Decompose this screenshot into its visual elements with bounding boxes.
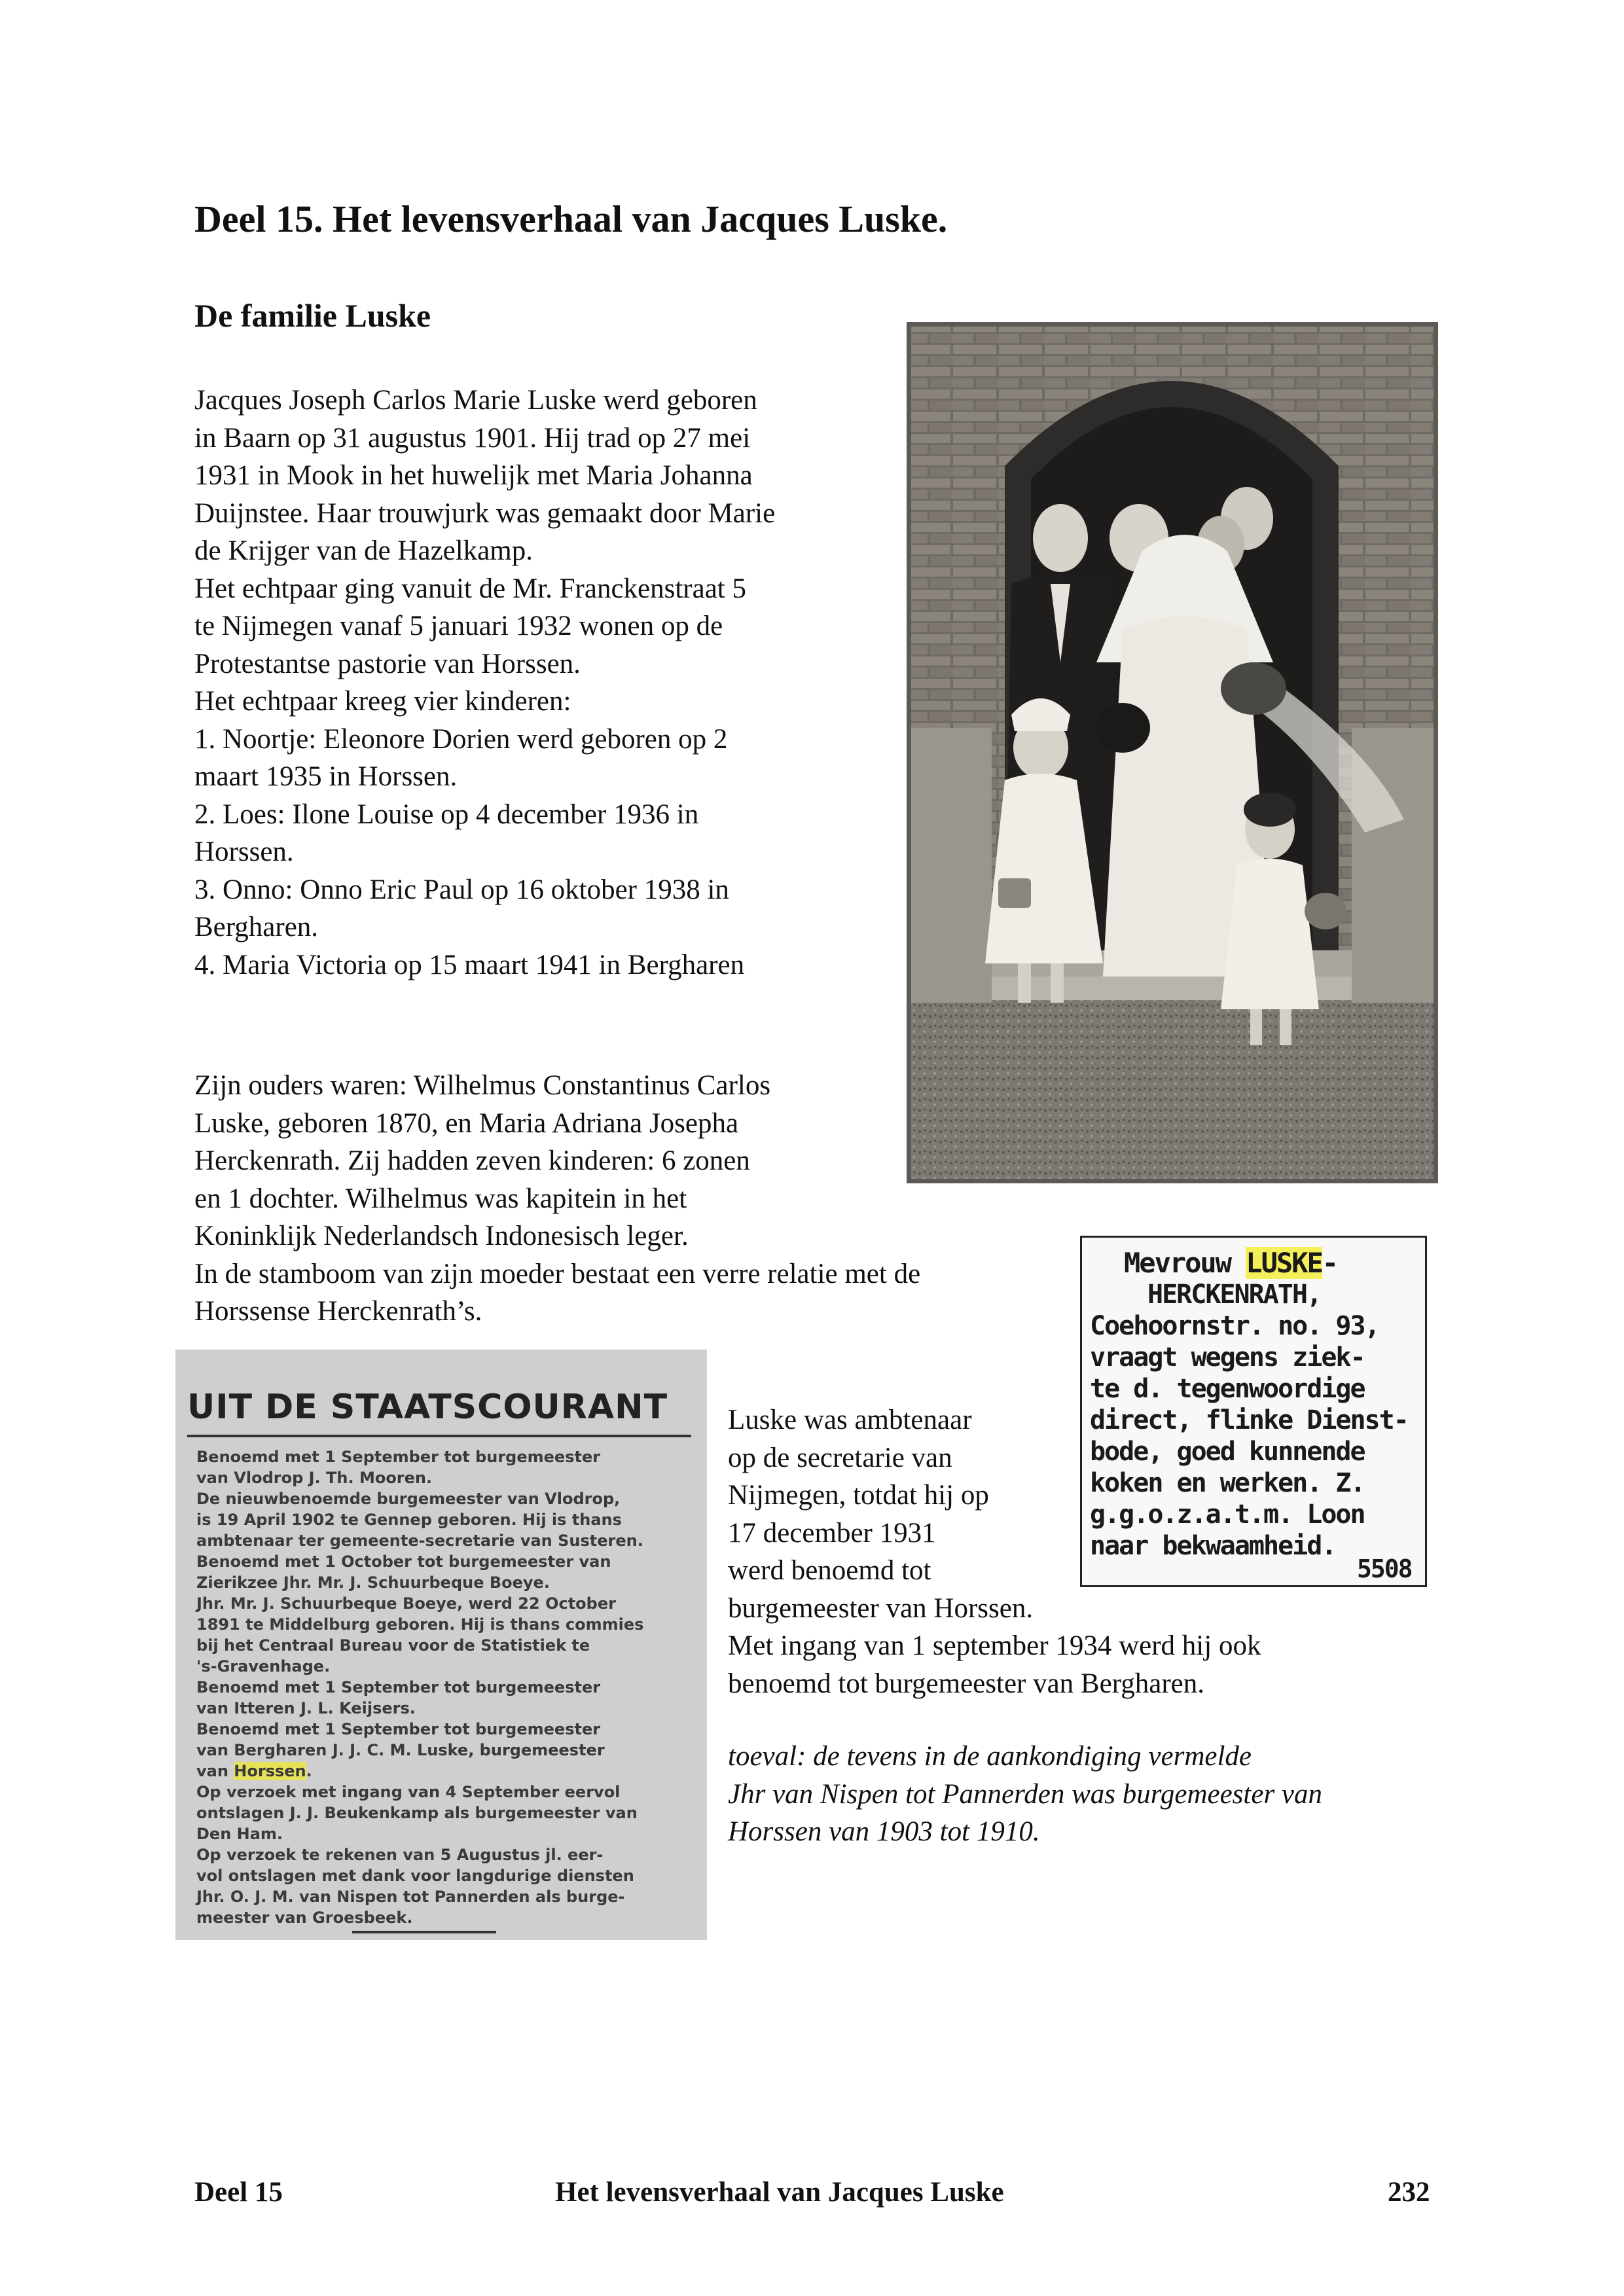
paragraph-line: Herckenrath. Zij hadden zeven kinderen: 6 zonen bbox=[194, 1145, 750, 1176]
paragraph-line: Koninklijk Nederlandsch Indonesisch leger. bbox=[194, 1221, 689, 1251]
paragraph-line: Bergharen. bbox=[194, 912, 319, 942]
clipping-line: 1891 te Middelburg geboren. Hij is thans commies bbox=[196, 1615, 644, 1634]
footer-center: Het levensverhaal van Jacques Luske bbox=[555, 2177, 1004, 2208]
clipping-line: Op verzoek te rekenen van 5 Augustus jl. eer- bbox=[196, 1846, 604, 1864]
paragraph-line: Jacques Joseph Carlos Marie Luske werd geboren bbox=[194, 385, 757, 416]
clipping-line: ambtenaar ter gemeente-secretarie van Susteren. bbox=[196, 1532, 643, 1550]
advert-line: vraagt wegens ziek- bbox=[1090, 1342, 1365, 1372]
paragraph-line: 1931 in Mook in het huwelijk met Maria Johanna bbox=[194, 460, 753, 491]
clipping-line: van Vlodrop J. Th. Mooren. bbox=[196, 1469, 433, 1487]
paragraph-line: Horssense Herckenrath’s. bbox=[194, 1296, 482, 1327]
paragraph-line: 3. Onno: Onno Eric Paul op 16 oktober 1938 in bbox=[194, 874, 729, 905]
clipping-line: Benoemd met 1 September tot burgemeester bbox=[196, 1678, 601, 1696]
wedding-photo bbox=[907, 322, 1438, 1183]
advert-line: Coehoornstr. no. 93, bbox=[1090, 1311, 1379, 1341]
paragraph-line: Horssen. bbox=[194, 836, 294, 867]
page-number: 232 bbox=[1388, 2177, 1430, 2208]
paragraph-line: de Krijger van de Hazelkamp. bbox=[194, 535, 533, 566]
advert-line: Mevrouw LUSKE- bbox=[1124, 1247, 1338, 1279]
paragraph-line: 17 december 1931 bbox=[728, 1517, 936, 1549]
clipping-line: Benoemd met 1 September tot burgemeester bbox=[196, 1448, 601, 1466]
paragraph-line: Het echtpaar ging vanuit de Mr. Franckenstraat 5 bbox=[194, 573, 746, 604]
paragraph-line: te Nijmegen vanaf 5 januari 1932 wonen op de bbox=[194, 611, 723, 641]
paragraph-line: 4. Maria Victoria op 15 maart 1941 in Bergharen bbox=[194, 949, 745, 980]
clipping-line: Benoemd met 1 October tot burgemeester van bbox=[196, 1552, 611, 1571]
clipping-line: Jhr. Mr. J. Schuurbeque Boeye, werd 22 October bbox=[196, 1594, 616, 1613]
paragraph-line: Het echtpaar kreeg vier kinderen: bbox=[194, 686, 571, 717]
paragraph-line: Jhr van Nispen tot Pannerden was burgemeester van bbox=[728, 1778, 1323, 1810]
family-paragraph bbox=[194, 382, 775, 984]
advert-number: 5508 bbox=[1357, 1554, 1412, 1583]
clipping-line: Benoemd met 1 September tot burgemeester bbox=[196, 1720, 601, 1738]
clipping-line: ontslagen J. J. Beukenkamp als burgemeester van bbox=[196, 1804, 638, 1822]
page-title: Deel 15. Het levensverhaal van Jacques Luske. bbox=[194, 198, 948, 240]
paragraph-line: in Baarn op 31 augustus 1901. Hij trad op 27 mei bbox=[194, 422, 751, 454]
clipping-line: Den Ham. bbox=[196, 1825, 283, 1843]
clipping-line: Zierikzee Jhr. Mr. J. Schuurbeque Boeye. bbox=[196, 1573, 550, 1592]
clipping-line: vol ontslagen met dank voor langdurige diensten bbox=[196, 1867, 634, 1885]
paragraph-line: burgemeester van Horssen. bbox=[728, 1592, 1034, 1624]
paragraph-line: toeval: de tevens in de aankondiging vermelde bbox=[728, 1741, 1252, 1772]
paragraph-line: Horssen van 1903 tot 1910. bbox=[728, 1816, 1040, 1847]
clipping-line: Op verzoek met ingang van 4 September eervol bbox=[196, 1783, 621, 1801]
paragraph-line: 1. Noortje: Eleonore Dorien werd geboren op 2 bbox=[194, 723, 728, 755]
footer-left: Deel 15 bbox=[194, 2177, 283, 2208]
clipping-line: is 19 April 1902 te Gennep geboren. Hij is thans bbox=[196, 1511, 622, 1529]
wedding-photo-illustration bbox=[907, 322, 1438, 1183]
advert-line: g.g.o.z.a.t.m. Loon bbox=[1090, 1499, 1365, 1530]
paragraph-line: en 1 dochter. Wilhelmus was kapitein in het bbox=[194, 1183, 687, 1214]
paragraph-line: Protestantse pastorie van Horssen. bbox=[194, 648, 581, 679]
paragraph-line: maart 1935 in Horssen. bbox=[194, 761, 458, 792]
advert-line: te d. tegenwoordige bbox=[1090, 1374, 1365, 1404]
paragraph-line: benoemd tot burgemeester van Bergharen. bbox=[728, 1668, 1204, 1699]
paragraph-line: In de stamboom van zijn moeder bestaat een verre relatie met de bbox=[194, 1258, 921, 1289]
paragraph-line: Zijn ouders waren: Wilhelmus Constantinus Carlos bbox=[194, 1070, 771, 1101]
advert-line: bode, goed kunnende bbox=[1090, 1437, 1365, 1467]
staatscourant-clipping bbox=[175, 1350, 707, 1940]
clipping-line: van Itteren J. L. Keijsers. bbox=[196, 1699, 416, 1717]
advert-line: naar bekwaamheid. bbox=[1090, 1531, 1336, 1561]
paragraph-line: werd benoemd tot bbox=[728, 1555, 931, 1586]
advert-line: koken en werken. Z. bbox=[1090, 1468, 1365, 1498]
clipping-line: 's-Gravenhage. bbox=[196, 1657, 331, 1676]
clipping-line: Jhr. O. J. M. van Nispen tot Pannerden als burge- bbox=[196, 1888, 625, 1906]
note-paragraph bbox=[728, 1738, 1322, 1851]
paragraph-line: Met ingang van 1 september 1934 werd hij ook bbox=[728, 1630, 1261, 1661]
paragraph-line: Duijnstee. Haar trouwjurk was gemaakt door Marie bbox=[194, 497, 776, 529]
clipping-line: De nieuwbenoemde burgemeester van Vlodrop, bbox=[196, 1490, 621, 1508]
advert-line: HERCKENRATH, bbox=[1147, 1280, 1321, 1310]
paragraph-line: 2. Loes: Ilone Louise op 4 december 1936 in bbox=[194, 798, 699, 830]
career-paragraph bbox=[728, 1401, 1261, 1702]
paragraph-line: op de secretarie van bbox=[728, 1442, 952, 1473]
paragraph-line: Nijmegen, totdat hij op bbox=[728, 1480, 989, 1511]
clipping-line: meester van Groesbeek. bbox=[196, 1909, 413, 1927]
highlighted-horssen: Horssen bbox=[234, 1762, 306, 1780]
parents-paragraph bbox=[194, 1067, 920, 1331]
paragraph-line: Luske, geboren 1870, en Maria Adriana Josepha bbox=[194, 1107, 739, 1139]
advert-line: direct, flinke Dienst- bbox=[1090, 1405, 1408, 1435]
clipping-line: van Horssen. bbox=[196, 1762, 312, 1780]
clipping-header: UIT DE STAATSCOURANT bbox=[187, 1388, 668, 1427]
clipping-line: van Bergharen J. J. C. M. Luske, burgemeester bbox=[196, 1741, 605, 1759]
highlighted-name: LUSKE bbox=[1246, 1247, 1322, 1279]
section-heading: De familie Luske bbox=[194, 297, 431, 334]
clipping-line: bij het Centraal Bureau voor de Statistiek te bbox=[196, 1636, 590, 1655]
paragraph-line: Luske was ambtenaar bbox=[728, 1405, 972, 1435]
